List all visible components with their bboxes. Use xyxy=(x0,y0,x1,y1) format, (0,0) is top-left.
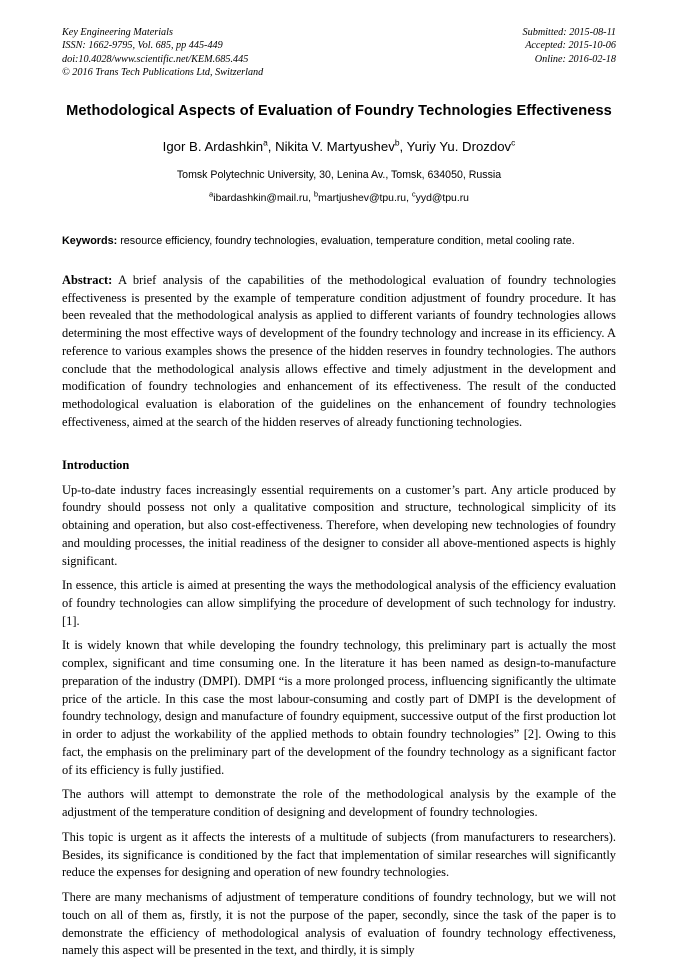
keywords-text: resource efficiency, foundry technologies, evaluation, temperature condition, metal cooling rate. xyxy=(117,235,575,248)
email-marker: b xyxy=(313,189,319,199)
paragraph: It is widely known that while developing the foundry technology, this preliminary part is actually the most complex, significant and time consuming one. In the literature it has been named as design-to-manufacture preparation of the industry (DMPI). DMPI “is a more prolonged process, influencing significantly the ultimate price of the article. In this case the most labour-consuming and costly part of DMPI is the development of foundry technology, design and manufacture of foundry equipment, successive output of the first production lot in order to adjust the workability of the applied methods to obtain foundry technologies” [2]. Owing to this fact, the emphasis on the preliminary part of the development of the foundry technology as a significant factor of its efficiency is fully justified. xyxy=(62,638,616,777)
email-address[interactable]: ibardashkin@mail.ru xyxy=(213,193,309,205)
paragraph: There are many mechanisms of adjustment of temperature conditions of foundry technology, but we will not touch on all of them as, firstly, it is not the purpose of the paper, secondly, since the task of the paper is to demonstrate the efficiency of methodological analysis of evaluation of foundry technology effectiveness, namely this aspect will be presented in the text, and thirdly, it is simply xyxy=(62,890,616,958)
page-header xyxy=(62,26,616,80)
journal-issn-volume: ISSN: 1662-9795, Vol. 685, pp 445-449 xyxy=(62,40,223,52)
author-name: Nikita V. Martyushev xyxy=(275,138,395,154)
abstract-section xyxy=(62,272,616,432)
journal-info xyxy=(62,26,263,80)
submission-dates xyxy=(523,26,616,80)
author-marker: b xyxy=(394,137,400,148)
keywords-section xyxy=(62,234,616,250)
paragraph: In essence, this article is aimed at presenting the ways the methodological analysis of the efficiency evaluation of foundry technologies can allow simplifying the procedure of development of such technology for industry. [1]. xyxy=(62,578,616,628)
journal-doi: doi:10.4028/www.scientific.net/KEM.685.445 xyxy=(62,53,249,65)
paragraph: The authors will attempt to demonstrate the role of the methodological analysis by the example of the adjustment of the temperature condition of designing and development of foundry technologies. xyxy=(62,787,616,820)
abstract-text: A brief analysis of the capabilities of the methodological evaluation of foundry technologies effectiveness is presented by the example of temperature condition adjustment of foundry procedure. It has been revealed that the methodological analysis as applied to different variants of foundry technologies allows determining the most effective ways of development of the foundry technology and increase in its efficiency. A reference to various examples shows the presence of the hidden reserves in foundry technologies. The authors conclude that the methodological analysis allows effective and timely adjustment in the development and modification of foundry technologies and enhancement of its effectiveness. The result of the conducted methodological evaluation is elaboration of the guidelines on the enhancement of foundry technologies effectiveness, aimed at the search of the hidden reserves of already functioning technologies. xyxy=(62,273,616,429)
email-marker: a xyxy=(209,189,214,199)
email-separator: , xyxy=(406,193,412,205)
affiliation: Tomsk Polytechnic University, 30, Lenina Av., Tomsk, 634050, Russia xyxy=(176,168,502,181)
author-marker: c xyxy=(511,137,516,148)
section-heading-introduction: Introduction xyxy=(62,457,130,472)
author-entry xyxy=(163,139,275,154)
email-list xyxy=(62,190,616,204)
date-accepted: Accepted: 2015-10-06 xyxy=(525,40,616,52)
author-entry xyxy=(275,139,406,154)
page-title: Methodological Aspects of Evaluation of Foundry Technologies Effectiveness xyxy=(66,102,612,119)
author-name: Igor B. Ardashkin xyxy=(162,138,264,154)
date-online: Online: 2016-02-18 xyxy=(534,53,616,65)
paragraph: Up-to-date industry faces increasingly essential requirements on a customer’s part. Any article produced by foundry should possess not only a qualitative composition and structure, technological simplicity of its obtaining and operation, but also cost-effectiveness. Therefore, when developing new technologies of foundry and moulding processes, the initial readiness of the designer to consider all above-mentioned aspects is highly significant. xyxy=(62,482,616,568)
author-entry xyxy=(407,139,516,154)
email-address[interactable]: martjushev@tpu.ru xyxy=(318,193,407,205)
email-address[interactable]: yyd@tpu.ru xyxy=(415,193,469,205)
email-separator: , xyxy=(308,193,314,205)
author-marker: a xyxy=(263,137,268,148)
journal-name: Key Engineering Materials xyxy=(62,27,173,38)
abstract-label: Abstract: xyxy=(62,273,113,287)
email-entry xyxy=(411,189,469,205)
keywords-label: Keywords: xyxy=(62,235,118,248)
email-marker: c xyxy=(411,189,416,199)
author-list xyxy=(62,138,616,154)
paragraph: This topic is urgent as it affects the interests of a multitude of subjects (from manufacturers to researchers). Besides, its significance is conditioned by the fact that implementation of similar researches will significantly reduce the expenses for designing and operation of new foundry technologies. xyxy=(62,829,616,880)
author-separator: , xyxy=(399,138,407,154)
journal-copyright: © 2016 Trans Tech Publications Ltd, Switzerland xyxy=(62,67,264,79)
author-name: Yuriy Yu. Drozdov xyxy=(406,138,512,154)
date-submitted: Submitted: 2015-08-11 xyxy=(522,27,616,38)
email-entry xyxy=(209,189,314,205)
author-separator: , xyxy=(267,138,276,154)
email-entry xyxy=(313,189,412,205)
